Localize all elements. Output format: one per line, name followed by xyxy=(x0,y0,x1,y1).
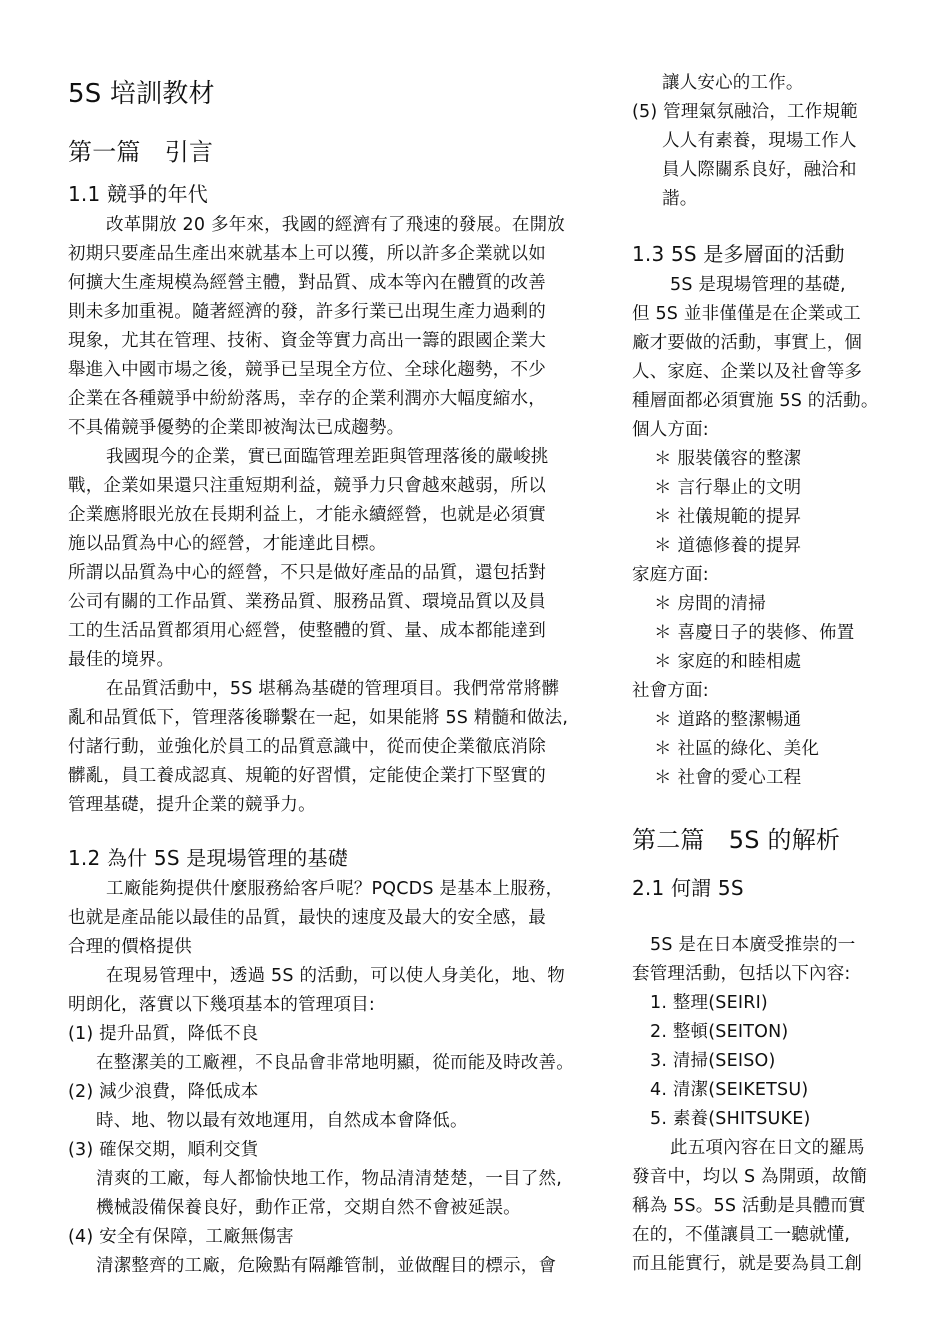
text-line-right-12: ＊ 服裝儀容的整潔 xyxy=(654,449,802,469)
text-line-left-17: 工的生活品質都須用心經營，使整體的質、量、成本都能達到 xyxy=(68,621,546,641)
text-line-left-22: 髒亂，員工養成認真、規範的好習慣，定能使企業打下堅實的 xyxy=(68,766,546,786)
text-line-right-1: (5) 管理氣氛融洽，工作規範 xyxy=(632,102,858,122)
text-line-left-16: 公司有關的工作品質、業務品質、服務品質、環境品質以及員 xyxy=(68,592,546,612)
text-line-left-34: (3) 確保交期，順利交貨 xyxy=(68,1140,259,1160)
text-line-left-8: 舉進入中國市場之後，競爭已呈現全方位、全球化趨勢，不少 xyxy=(68,360,546,380)
text-line-right-17: ＊ 房間的清掃 xyxy=(654,594,766,614)
text-line-right-35: 稱為 5S。5S 活動是具體而實 xyxy=(632,1196,866,1216)
text-line-right-9: 人、家庭、企業以及社會等多 xyxy=(632,362,863,382)
text-line-right-30: 3. 清掃(SEISO) xyxy=(650,1051,776,1071)
text-line-left-19: 在品質活動中，5S 堪稱為基礎的管理項目。我們常常將髒 xyxy=(106,679,560,699)
text-line-right-2: 人人有素養，現場工作人 xyxy=(662,131,857,151)
heading-left-24: 1.2 為什 5S 是現場管理的基礎 xyxy=(68,846,348,870)
text-line-left-4: 初期只要產品生產出來就基本上可以獲，所以許多企業就以如 xyxy=(68,244,546,264)
text-line-right-28: 1. 整理(SEIRI) xyxy=(650,993,768,1013)
text-line-right-6: 5S 是現場管理的基礎, xyxy=(670,275,846,295)
text-line-left-31: 在整潔美的工廠裡，不良品會非常地明顯，從而能及時改善。 xyxy=(96,1053,574,1073)
text-line-left-14: 施以品質為中心的經營，才能達此目標。 xyxy=(68,534,387,554)
text-line-right-3: 員人際關系良好，融洽和 xyxy=(662,160,857,180)
text-line-left-10: 不具備競爭優勢的企業即被淘汰已成趨勢。 xyxy=(68,418,405,438)
text-line-right-27: 套管理活動，包括以下內容: xyxy=(632,964,851,984)
text-line-left-38: 清潔整齊的工廠，危險點有隔離管制，並做醒目的標示，會 xyxy=(96,1256,557,1276)
text-line-left-3: 改革開放 20 多年來，我國的經濟有了飛速的發展。在開放 xyxy=(106,215,565,235)
text-line-left-28: 在現易管理中，透過 5S 的活動，可以使人身美化，地、物 xyxy=(106,966,565,986)
text-line-left-15: 所謂以品質為中心的經營，不只是做好產品的品質，還包括對 xyxy=(68,563,546,583)
text-line-left-12: 戰，企業如果還只注重短期利益，競爭力只會越來越弱，所以 xyxy=(68,476,546,496)
text-line-right-19: ＊ 家庭的和睦相處 xyxy=(654,652,802,672)
text-line-right-0: 讓人安心的工作。 xyxy=(662,73,804,93)
heading-right-5: 1.3 5S 是多層面的活動 xyxy=(632,242,845,266)
text-line-left-6: 則未多加重視。隨著經濟的發，許多行業已出現生產力過剩的 xyxy=(68,302,546,322)
text-line-right-11: 個人方面: xyxy=(632,420,709,440)
text-line-left-23: 管理基礎，提升企業的競爭力。 xyxy=(68,795,316,815)
text-line-right-26: 5S 是在日本廣受推崇的一 xyxy=(650,935,856,955)
text-line-right-33: 此五項內容在日文的羅馬 xyxy=(670,1138,865,1158)
text-line-right-10: 種層面都必須實施 5S 的活動。 xyxy=(632,391,879,411)
text-line-left-21: 付諸行動，並強化於員工的品質意識中，從而使企業徹底消除 xyxy=(68,737,546,757)
text-line-right-16: 家庭方面: xyxy=(632,565,709,585)
text-line-left-36: 機械設備保養良好，動作正常，交期自然不會被延誤。 xyxy=(96,1198,521,1218)
text-line-right-37: 而且能實行，就是要為員工創 xyxy=(632,1254,863,1274)
text-line-right-22: ＊ 社區的綠化、美化 xyxy=(654,739,820,759)
text-line-left-35: 清爽的工廠，每人都愉快地工作，物品清清楚楚，一目了然, xyxy=(96,1169,562,1189)
heading-left-2: 1.1 競爭的年代 xyxy=(68,182,208,206)
text-line-left-30: (1) 提升品質，降低不良 xyxy=(68,1024,259,1044)
text-line-right-31: 4. 清潔(SEIKETSU) xyxy=(650,1080,809,1100)
text-line-right-13: ＊ 言行舉止的文明 xyxy=(654,478,802,498)
text-line-right-20: 社會方面: xyxy=(632,681,709,701)
text-line-left-20: 亂和品質低下，管理落後聯繫在一起，如果能將 5S 精髓和做法, xyxy=(68,708,569,728)
text-line-left-9: 企業在各種競爭中紛紛落馬，幸存的企業利潤亦大幅度縮水， xyxy=(68,389,546,409)
text-line-left-26: 也就是產品能以最佳的品質，最快的速度及最大的安全感，最 xyxy=(68,908,546,928)
text-line-left-18: 最佳的境界。 xyxy=(68,650,175,670)
text-line-left-29: 明朗化，落實以下幾項基本的管理項目: xyxy=(68,995,375,1015)
text-line-right-32: 5. 素養(SHITSUKE) xyxy=(650,1109,811,1129)
text-line-right-15: ＊ 道德修養的提昇 xyxy=(654,536,802,556)
text-line-right-29: 2. 整頓(SEITON) xyxy=(650,1022,789,1042)
text-line-left-25: 工廠能夠提供什麼服務給客戶呢？PQCDS 是基本上服務， xyxy=(106,879,564,899)
text-line-left-37: (4) 安全有保障，工廠無傷害 xyxy=(68,1227,294,1247)
text-line-left-27: 合理的價格提供 xyxy=(68,937,192,957)
text-line-left-13: 企業應將眼光放在長期利益上，才能永續經營，也就是必須實 xyxy=(68,505,546,525)
text-line-left-32: (2) 減少浪費，降低成本 xyxy=(68,1082,259,1102)
text-line-right-21: ＊ 道路的整潔暢通 xyxy=(654,710,802,730)
heading-right-24: 第二篇 5S 的解析 xyxy=(632,826,841,854)
heading-left-0: 5S 培訓教材 xyxy=(68,79,215,109)
text-line-right-18: ＊ 喜慶日子的裝修、佈置 xyxy=(654,623,855,643)
heading-left-1: 第一篇 引言 xyxy=(68,138,214,166)
text-line-left-33: 時、地、物以最有效地運用，自然成本會降低。 xyxy=(96,1111,468,1131)
text-line-left-7: 現象，尤其在管理、技術、資金等實力高出一籌的跟國企業大 xyxy=(68,331,546,351)
text-line-left-5: 何擴大生產規模為經營主體，對品質、成本等內在體質的改善 xyxy=(68,273,546,293)
text-line-right-7: 但 5S 並非僅僅是在企業或工 xyxy=(632,304,861,324)
heading-right-25: 2.1 何謂 5S xyxy=(632,876,744,900)
text-line-right-8: 廠才要做的活動，事實上，個 xyxy=(632,333,863,353)
text-line-right-4: 諧。 xyxy=(662,189,698,209)
text-line-right-36: 在的，不僅讓員工一聽就懂, xyxy=(632,1225,851,1245)
text-line-right-34: 發音中，均以 S 為開頭，故簡 xyxy=(632,1167,868,1187)
text-line-right-23: ＊ 社會的愛心工程 xyxy=(654,768,802,788)
text-line-right-14: ＊ 社儀規範的提昇 xyxy=(654,507,802,527)
text-line-left-11: 我國現今的企業，實已面臨管理差距與管理落後的嚴峻挑 xyxy=(106,447,549,467)
